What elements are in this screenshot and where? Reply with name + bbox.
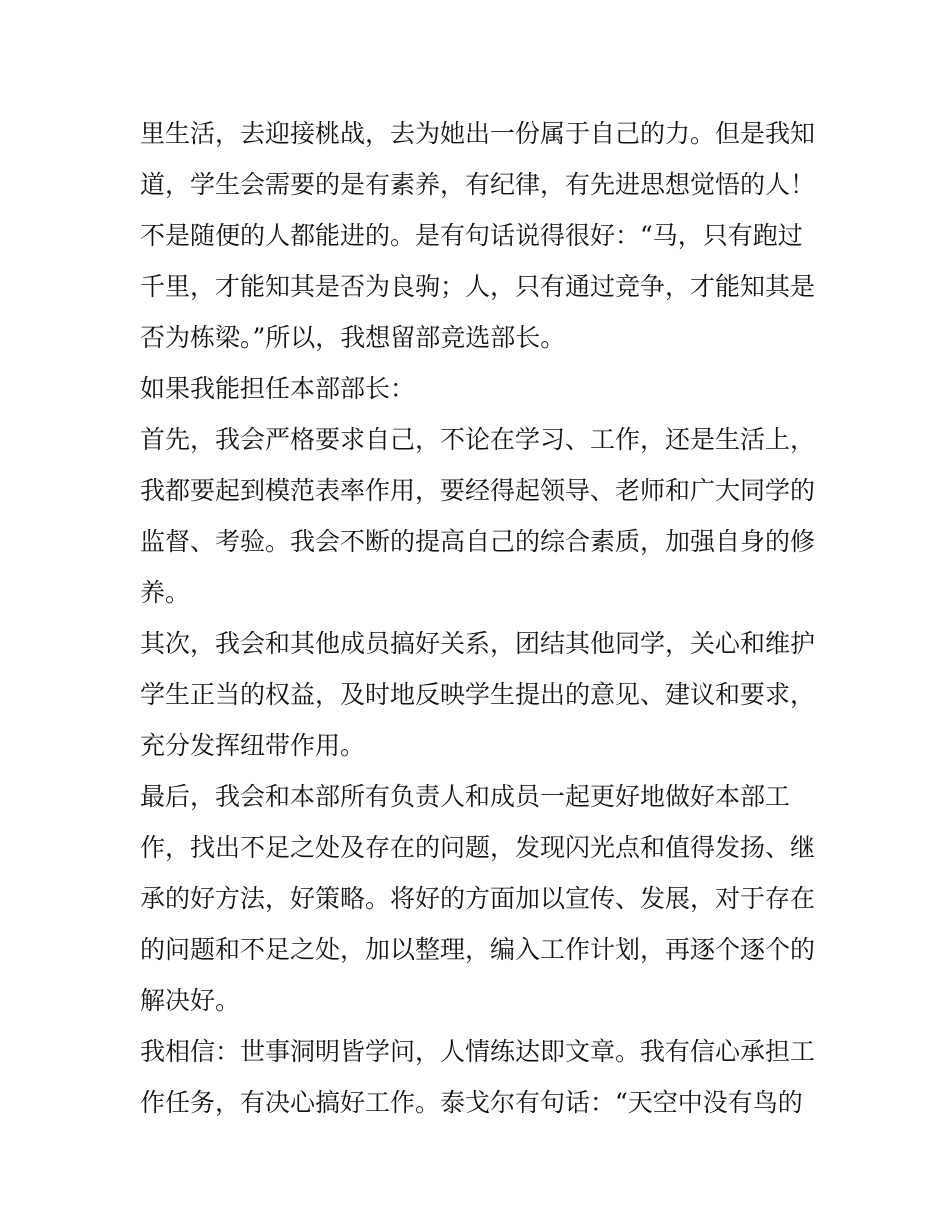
text-line: 我相信：世事洞明皆学问，人情练达即文章。我有信心承担工 — [140, 1037, 816, 1066]
text-line: 道，学生会需要的是有素养，有纪律，有先进思想觉悟的人！ — [140, 170, 816, 199]
text-line: 的问题和不足之处，加以整理，编入工作计划，再逐个逐个的 — [140, 935, 816, 964]
text-line: 作，找出不足之处及存在的问题，发现闪光点和值得发扬、继 — [140, 833, 816, 862]
document-body — [140, 108, 820, 1128]
text-line: 首先，我会严格要求自己，不论在学习、工作，还是生活上， — [140, 425, 816, 454]
text-line: 充分发挥纽带作用。 — [140, 731, 366, 760]
text-line: 否为栋梁。”所以，我想留部竞选部长。 — [140, 323, 566, 352]
text-line: 承的好方法，好策略。将好的方面加以宣传、发展，对于存在 — [140, 884, 816, 913]
text-line: 解决好。 — [140, 986, 241, 1015]
text-line: 作任务，有决心搞好工作。泰戈尔有句话：“天空中没有鸟的 — [140, 1088, 803, 1117]
text-line: 其次，我会和其他成员搞好关系，团结其他同学，关心和维护 — [140, 629, 816, 658]
text-line: 千里，才能知其是否为良驹；人，只有通过竞争，才能知其是 — [140, 272, 816, 301]
text-line: 里生活，去迎接桃战，去为她出一份属于自己的力。但是我知 — [140, 119, 816, 148]
text-line: 我都要起到模范表率作用，要经得起领导、老师和广大同学的 — [140, 476, 816, 505]
text-line: 不是随便的人都能进的。是有句话说得很好：“马，只有跑过 — [140, 221, 803, 250]
text-line: 如果我能担任本部部长： — [140, 374, 416, 403]
text-line: 最后，我会和本部所有负责人和成员一起更好地做好本部工 — [140, 782, 791, 811]
text-line: 监督、考验。我会不断的提高自己的综合素质，加强自身的修 — [140, 527, 816, 556]
text-line: 学生正当的权益，及时地反映学生提出的意见、建议和要求， — [140, 680, 816, 709]
text-line: 养。 — [140, 578, 191, 607]
